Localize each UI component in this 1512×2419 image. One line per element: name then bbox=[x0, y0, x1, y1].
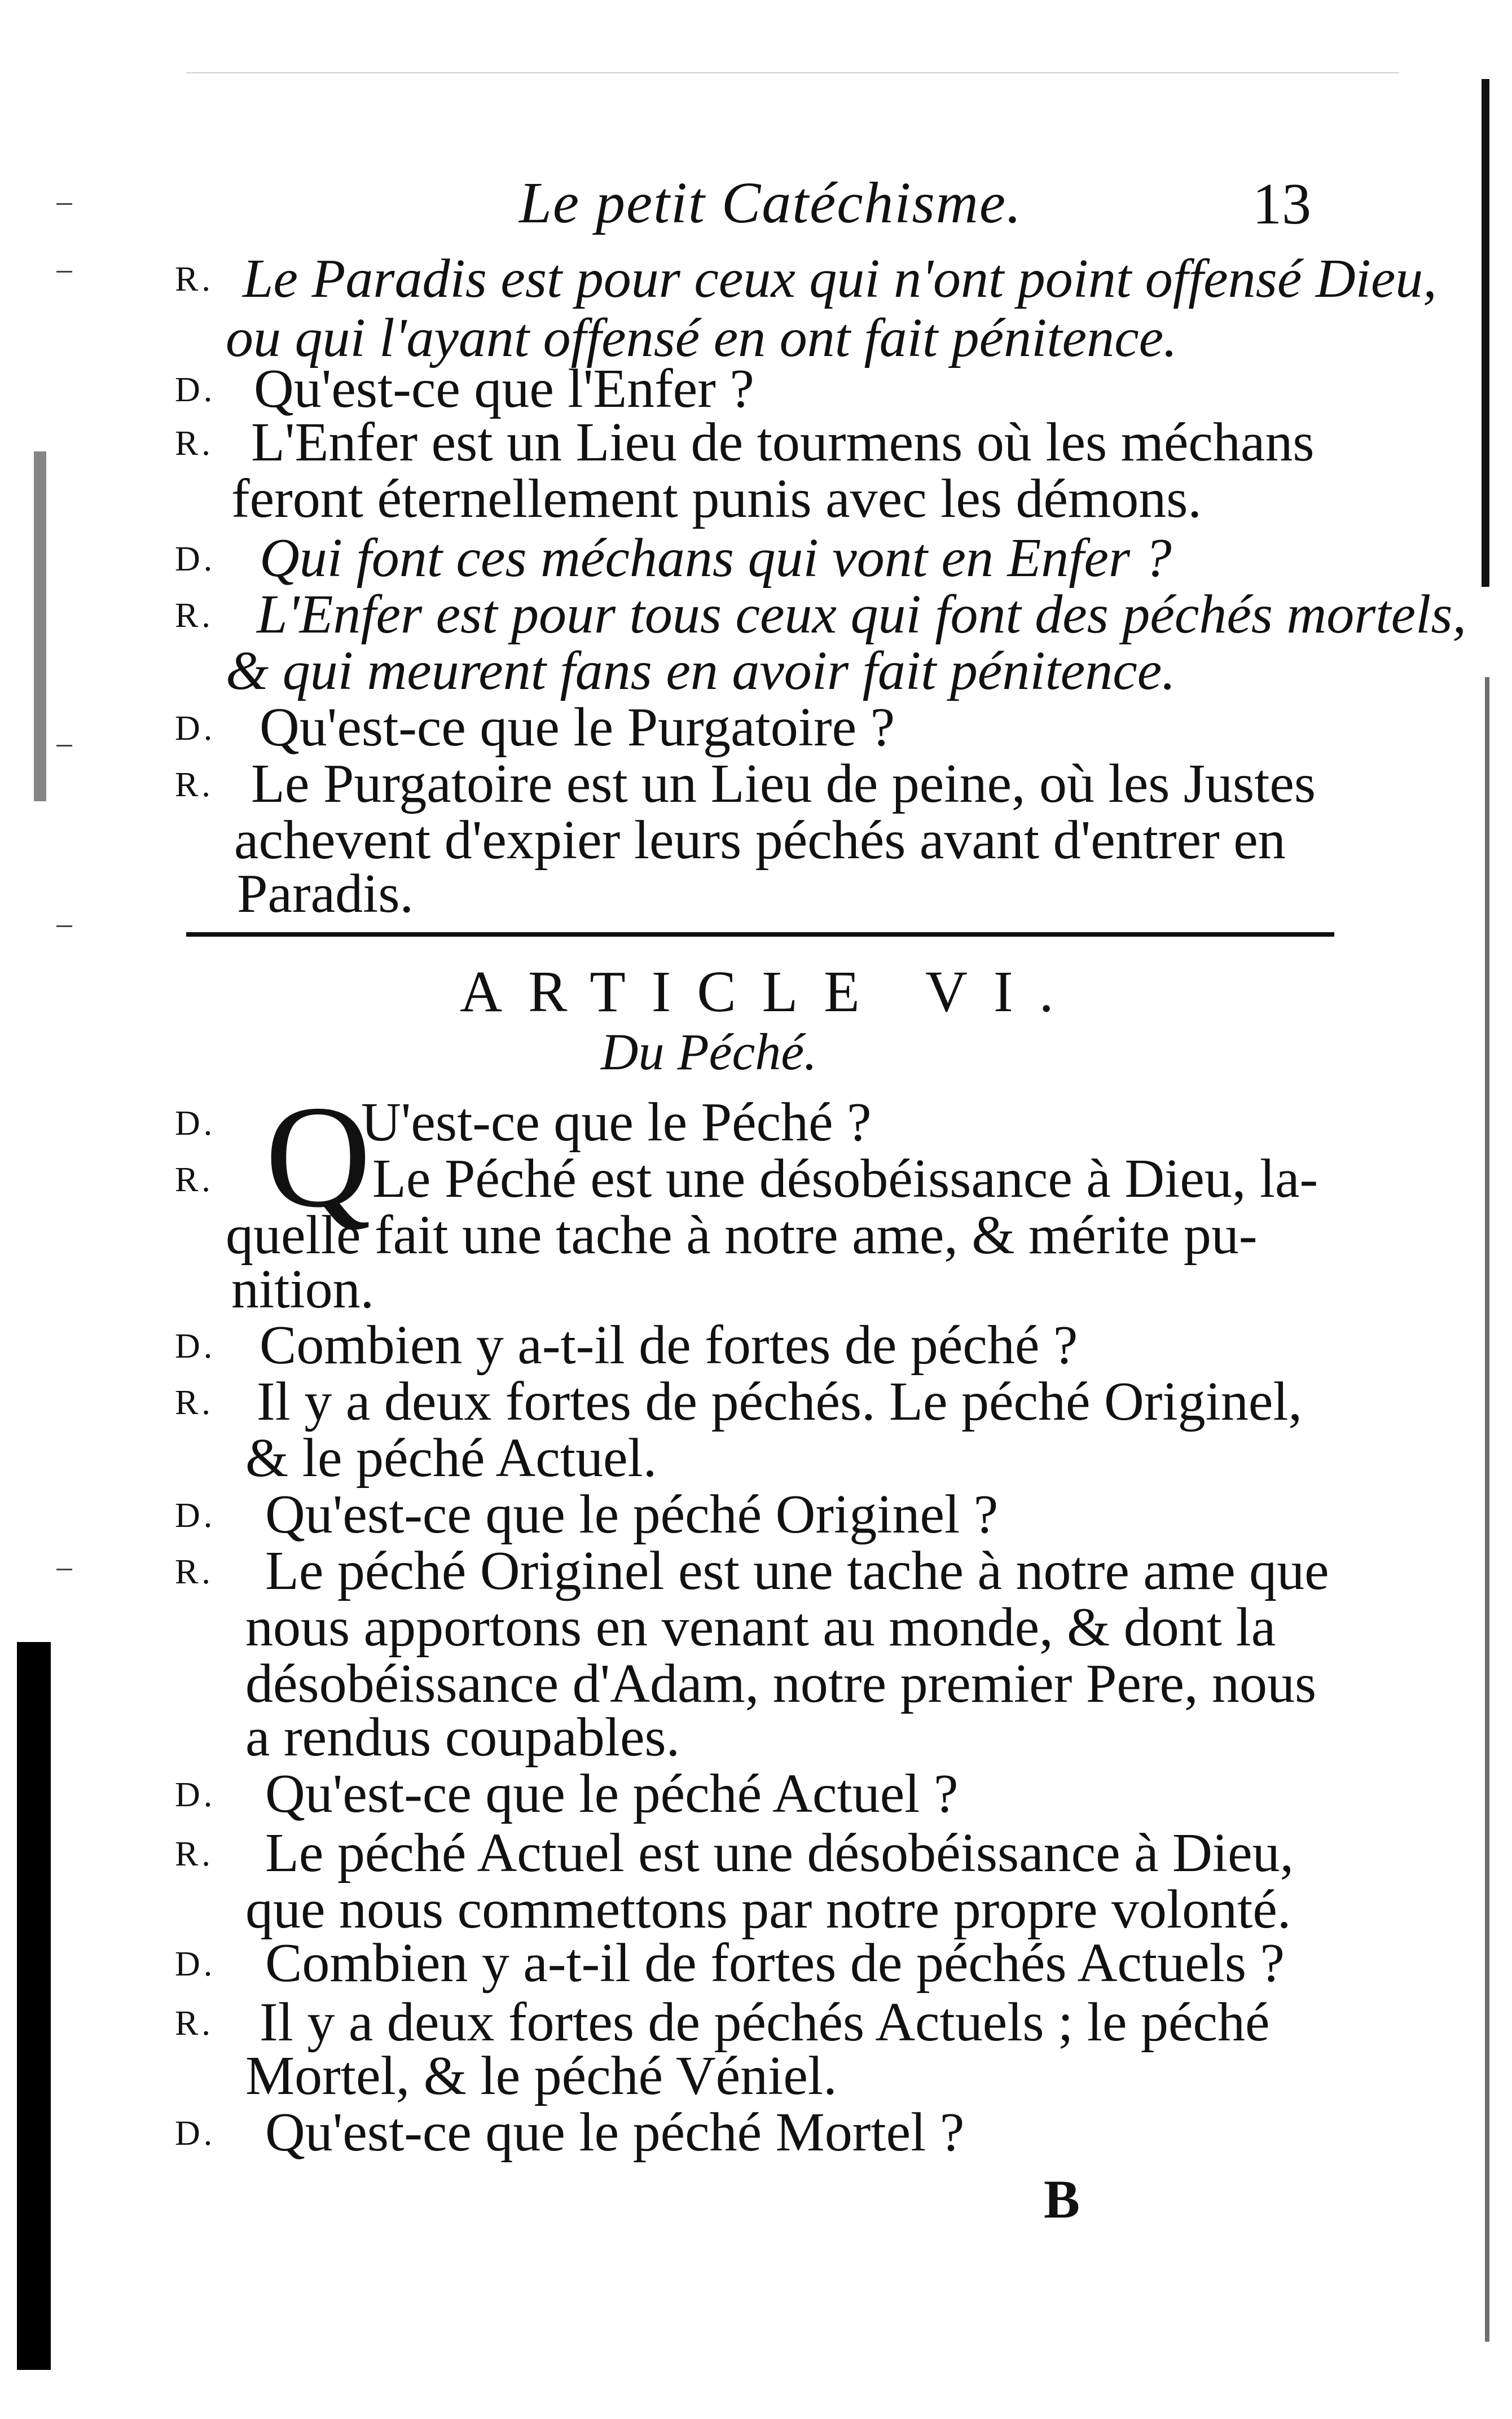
line-tag: D. bbox=[175, 1945, 216, 1983]
text-line: U'est-ce que le Péché ? bbox=[361, 1092, 872, 1153]
line-tag: D. bbox=[175, 1776, 216, 1814]
text-line: Qu'est-ce que le péché Mortel ? bbox=[265, 2102, 965, 2163]
drop-cap-letter: Q bbox=[265, 1075, 371, 1238]
line-tag: D. bbox=[175, 540, 216, 578]
text-line: L'Enfer est pour tous ceux qui font des péchés mortels, bbox=[257, 584, 1466, 645]
signature-mark: B bbox=[1044, 2169, 1080, 2229]
text-line: Mortel, & le péché Véniel. bbox=[245, 2045, 837, 2106]
text-line: Combien y a-t-il de fortes de péchés Actuels ? bbox=[265, 1933, 1285, 1994]
scan-gutter-shadow bbox=[1485, 677, 1489, 2342]
article-title: ARTICLE VI. bbox=[460, 959, 1080, 1024]
page-header bbox=[0, 169, 1512, 248]
scan-mark bbox=[56, 271, 72, 273]
line-tag: R. bbox=[175, 1553, 214, 1591]
line-tag: D. bbox=[175, 2114, 216, 2153]
text-line: Qu'est-ce que le Purgatoire ? bbox=[260, 697, 895, 758]
text-line: Qu'est-ce que l'Enfer ? bbox=[254, 358, 754, 419]
section-divider-rule bbox=[186, 932, 1334, 937]
text-line: & qui meurent fans en avoir fait pénitence. bbox=[226, 640, 1176, 701]
text-line: nous apportons en venant au monde, & dont la bbox=[245, 1597, 1276, 1658]
line-tag: R. bbox=[175, 1161, 214, 1199]
line-tag: D. bbox=[175, 1327, 216, 1366]
line-tag: R. bbox=[175, 1835, 214, 1873]
text-line: désobéissance d'Adam, notre premier Pere, nous bbox=[245, 1653, 1317, 1714]
text-line: L'Enfer est un Lieu de tourmens où les méchans bbox=[251, 412, 1315, 473]
scan-mark bbox=[56, 1569, 72, 1570]
text-line: Le Purgatoire est un Lieu de peine, où les Justes bbox=[251, 753, 1316, 814]
line-tag: R. bbox=[175, 2004, 214, 2043]
line-tag: R. bbox=[175, 424, 214, 463]
text-line: Le péché Originel est une tache à notre ame que bbox=[265, 1540, 1329, 1601]
text-line: Qui font ces méchans qui vont en Enfer ? bbox=[260, 528, 1172, 589]
text-line: achevent d'expier leurs péchés avant d'entrer en bbox=[234, 810, 1286, 871]
line-tag: D. bbox=[175, 1104, 216, 1143]
article-subtitle: Du Péché. bbox=[601, 1023, 817, 1081]
text-line: feront éternellement punis avec les démons. bbox=[231, 468, 1202, 529]
scan-right-margin bbox=[1450, 0, 1512, 2419]
line-tag: R. bbox=[175, 766, 214, 804]
scan-smudge bbox=[34, 451, 46, 801]
scan-shadow-bar bbox=[17, 1642, 51, 2370]
text-line: Il y a deux fortes de péchés Actuels ; le péché bbox=[260, 1992, 1270, 2053]
line-tag: D. bbox=[175, 371, 216, 409]
line-tag: R. bbox=[175, 1384, 214, 1422]
text-line: quelle fait une tache à notre ame, & mérite pu- bbox=[226, 1205, 1258, 1266]
line-tag: R. bbox=[175, 596, 214, 635]
text-line: Le péché Actuel est une désobéissance à Dieu, bbox=[265, 1823, 1294, 1884]
running-title: Le petit Catéchisme. bbox=[519, 170, 1023, 235]
text-line: a rendus coupables. bbox=[245, 1707, 680, 1768]
page-top-edge bbox=[186, 72, 1399, 73]
text-line: & le péché Actuel. bbox=[245, 1428, 657, 1489]
text-line: Combien y a-t-il de fortes de péché ? bbox=[260, 1315, 1078, 1376]
text-line: ou qui l'ayant offensé en ont fait pénitence. bbox=[226, 308, 1177, 368]
text-line: Paradis. bbox=[237, 863, 414, 924]
text-line: Le Péché est une désobéissance à Dieu, la- bbox=[372, 1148, 1318, 1209]
text-line: Qu'est-ce que le péché Originel ? bbox=[265, 1484, 999, 1545]
text-line: que nous commettons par notre propre volonté. bbox=[245, 1879, 1291, 1940]
line-tag: D. bbox=[175, 1496, 216, 1535]
scan-gutter-shadow bbox=[1482, 79, 1489, 587]
scan-mark bbox=[56, 925, 72, 927]
line-tag: R. bbox=[175, 260, 214, 298]
text-line: nition. bbox=[231, 1259, 375, 1320]
line-tag: D. bbox=[175, 709, 216, 748]
scan-mark bbox=[56, 745, 72, 747]
text-line: Le Paradis est pour ceux qui n'ont point offensé Dieu, bbox=[243, 248, 1437, 309]
page-number: 13 bbox=[1252, 172, 1311, 236]
text-line: Il y a deux fortes de péchés. Le péché Originel, bbox=[257, 1371, 1303, 1432]
text-line: Qu'est-ce que le péché Actuel ? bbox=[265, 1763, 959, 1824]
